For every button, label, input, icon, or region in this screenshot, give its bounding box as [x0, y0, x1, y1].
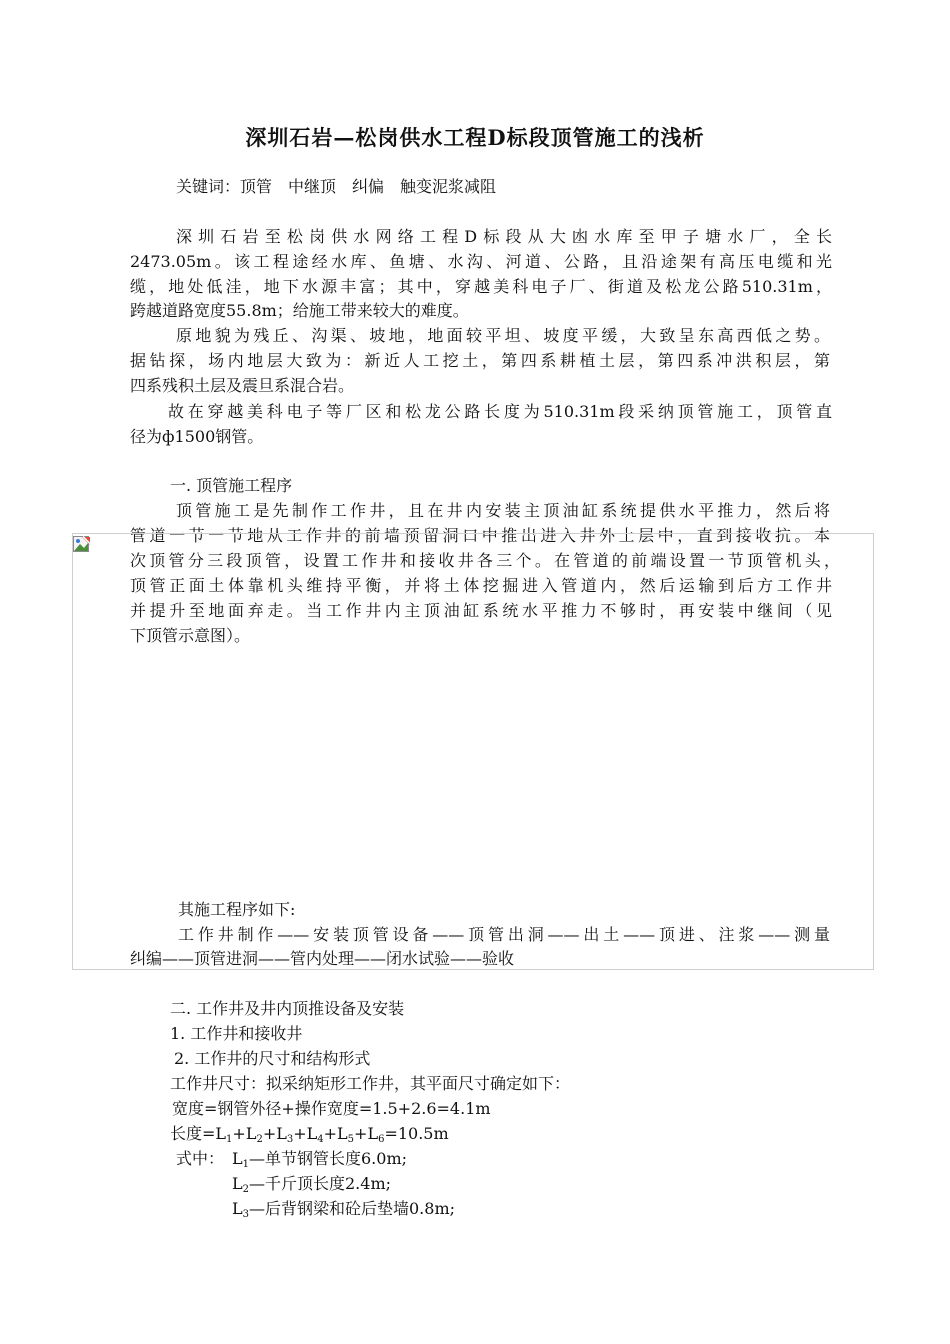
section2-heading: 二. 工作井及井内顶推设备及安装 — [170, 999, 405, 1018]
def-l1: $L_1—$单节钢管长度6.0m; — [232, 1149, 408, 1170]
intro-p3-line-1: 故在穿越美科电子等厂区和松龙公路长度为510.31m段采纳顶管施工，顶管直 — [168, 402, 832, 421]
procedure-intro: 其施工程序如下: — [178, 900, 296, 919]
document-title: 深圳石岩—松岗供水工程D标段顶管施工的浅析 — [245, 125, 705, 150]
section1-p1-line-1: 顶管施工是先制作工作井，且在井内安装主顶油缸系统提供水平推力，然后将 — [176, 501, 830, 520]
intro-p1-line-1: 深圳石岩至松岗供水网络工程D标段从大凼水库至甲子塘水厂，全长 — [176, 227, 832, 246]
section1-p1-line-3: 次顶管分三段顶管，设置工作井和接收井各三个。在管道的前端设置一节顶管机头， — [130, 551, 840, 570]
intro-p1-line-4: 跨越道路宽度55.8m；给施工带来较大的难度。 — [130, 301, 469, 320]
section1-heading: 一. 顶管施工程序 — [170, 476, 293, 495]
procedure-line-1: 工作井制作——安装顶管设备——顶管出洞——出土——顶进、注浆——测量 — [178, 925, 830, 944]
section1-p1-line-5: 并提升至地面弃走。当工作井内主顶油缸系统水平推力不够时，再安装中继间（见 — [130, 601, 832, 620]
intro-p2-line-1: 原地貌为残丘、沟渠、坡地，地面较平坦、坡度平缓，大致呈东高西低之势。 — [176, 326, 830, 345]
section1-p1-line-6: 下顶管示意图）。 — [130, 626, 251, 645]
section1-p1-line-2: 管道一节一节地从工作井的前墙预留洞口中推出进入井外土层中，直到接收抗。本 — [130, 526, 830, 545]
intro-p2-line-3: 四系残积土层及震旦系混合岩。 — [130, 376, 355, 395]
width-formula: 宽度=钢管外径+操作宽度=1.5+2.6=4.1m — [172, 1099, 491, 1118]
def-l2: $L_2—$千斤顶长度2.4m; — [232, 1174, 392, 1195]
intro-p1-line-2: 2473.05m。该工程途经水库、鱼塘、水沟、河道、公路，且沿途架有高压电缆和光 — [130, 252, 832, 271]
broken-image-icon — [72, 535, 92, 555]
keywords: 关键词：顶管 中继顶 纠偏 触变泥浆减阻 — [176, 177, 497, 196]
intro-p2-line-2: 据钻探，场内地层大致为：新近人工挖土，第四系耕植土层，第四系冲洪积层，第 — [130, 351, 830, 370]
intro-p3-line-2: 径为ф1500钢管。 — [130, 427, 264, 446]
where-label: 式中： — [176, 1149, 225, 1168]
section1-p1-line-4: 顶管正面土体靠机头维持平衡，并将土体挖掘进入管道内，然后运输到后方工作井 — [130, 576, 832, 595]
size-intro: 工作井尺寸：拟采纳矩形工作井，其平面尺寸确定如下： — [170, 1074, 571, 1093]
intro-p1-line-3: 缆，地处低洼，地下水源丰富；其中，穿越美科电子厂、街道及松龙公路510.31m， — [130, 277, 832, 296]
procedure-line-2: 纠编——顶管进洞——管内处理——闭水试验——验收 — [130, 949, 515, 968]
length-formula: 长度$=L_1+L_2+L_3+L_4+L_5+L_6=10.5m$ — [170, 1124, 449, 1145]
section2-sub2: 2. 工作井的尺寸和结构形式 — [174, 1049, 371, 1068]
section2-sub1: 1. 工作井和接收井 — [170, 1024, 303, 1043]
def-l3: $L_3—$后背钢梁和砼后垫墙0.8m; — [232, 1199, 456, 1220]
